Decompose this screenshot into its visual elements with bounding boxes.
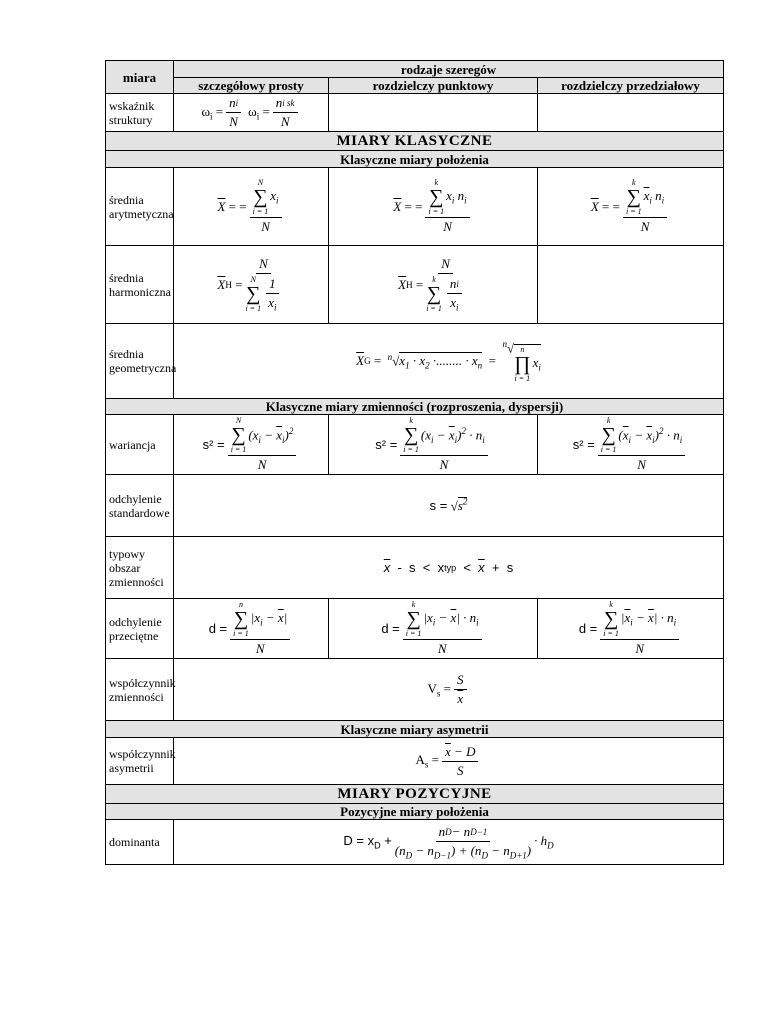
formula-odchylenie-przecietne-punktowy: d = k ∑ i = 1 $|x_i - \overline{x}| \cdot n_i$ N — [329, 599, 538, 659]
empty-cell — [329, 94, 538, 132]
row-label-odchylenie-standardowe: odchylenie standardowe — [106, 475, 174, 537]
formula-srednia-arytmetyczna-punktowy: $\overline{X}$ = = k ∑ i = 1 $x_i$ $n_i$ N — [329, 168, 538, 246]
formula-wariancja-punktowy: s² = k ∑ i = 1 $(x_i - \overline{x}_i)^2 \cdot n_i$ N — [329, 415, 538, 475]
row-label-wskaznik-struktury: wskaźnik struktury — [106, 94, 174, 132]
formula-dominanta: $D = x_D$ + n D − n D−1 $(n_D - n_{D-1}) + (n_D - n_{D+1})$ · $h_D$ — [174, 820, 724, 865]
section-miary-pozycyjne: MIARY POZYCYJNE — [106, 785, 724, 804]
formula-wariancja-przedzialowy: s² = k ∑ i = 1 $(\overline{x}_i - \overline{x}_i)^2 \cdot n_i$ N — [538, 415, 724, 475]
header-rozdzielczy-przedzialowy: rozdzielczy przedziałowy — [538, 78, 724, 94]
subsection-pozycyjne-polozenia: Pozycyjne miary położenia — [106, 804, 724, 820]
row-label-srednia-geometryczna: średnia geometryczna — [106, 324, 174, 399]
row-label-odchylenie-przecietne: odchylenie przeciętne — [106, 599, 174, 659]
header-rozdzielczy-punktowy: rozdzielczy punktowy — [329, 78, 538, 94]
formula-odchylenie-przecietne-prosty: d = n ∑ i = 1 $|x_i - \overline{x}|$ N — [174, 599, 329, 659]
header-rodzaje-szeregow: rodzaje szeregów — [174, 61, 724, 78]
row-label-wspolczynnik-asymetrii: współczynnik asymetrii — [106, 738, 174, 785]
formula-odchylenie-standardowe: s = $√s^2$ — [174, 475, 724, 537]
row-label-srednia-harmoniczna: średnia harmoniczna — [106, 246, 174, 324]
empty-cell — [538, 246, 724, 324]
formula-srednia-harmoniczna-punktowy: $\overline{X}$ H = N k ∑ i = 1 n i $x_i$ — [329, 246, 538, 324]
section-miary-klasyczne: MIARY KLASYCZNE — [106, 132, 724, 151]
formula-wskaznik-struktury: $\omega_i$ = n i N $\omega_i$ = n i sk N — [174, 94, 329, 132]
subsection-klasyczne-polozenia: Klasyczne miary położenia — [106, 151, 724, 168]
row-label-wspolczynnik-zmiennosci: współczynnik zmienności — [106, 659, 174, 721]
formula-srednia-harmoniczna-prosty: $\overline{X}$ H = N N ∑ i = 1 $\frac{1}{x_i}$ — [174, 246, 329, 324]
row-label-dominanta: dominanta — [106, 820, 174, 865]
formula-wspolczynnik-zmiennosci: $V_s$ = $\frac{S}{x}$ — [174, 659, 724, 721]
statistics-formula-table — [105, 60, 724, 865]
formula-typowy-obszar-zmiennosci: $\overline{x}$ - s < x typ < $\overline{x}$ + s — [174, 537, 724, 599]
formula-wariancja-prosty: s² = N ∑ i = 1 $(x_i - \overline{x}_i)^2$ N — [174, 415, 329, 475]
empty-cell — [538, 94, 724, 132]
header-miara: miara — [106, 61, 174, 94]
row-label-typowy-obszar-zmiennosci: typowy obszar zmienności — [106, 537, 174, 599]
header-szczegolowy-prosty: szczegółowy prosty — [174, 78, 329, 94]
row-label-srednia-arytmetyczna: średnia arytmetyczna — [106, 168, 174, 246]
formula-wspolczynnik-asymetrii: $A_s$ = $\overline{x}$ − D S — [174, 738, 724, 785]
row-label-wariancja: wariancja — [106, 415, 174, 475]
subsection-klasyczne-asymetrii: Klasyczne miary asymetrii — [106, 721, 724, 738]
formula-srednia-geometryczna: $\overline{X}$ G = $^n√x_1 \cdot x_2$ ·........ · $x_n$ = $^n$√ n ∏ i = 1 $x_i$ — [174, 324, 724, 399]
formula-odchylenie-przecietne-przedzialowy: d = k ∑ i = 1 $|\overline{x}_i - \overline{x}| \cdot n_i$ N — [538, 599, 724, 659]
subsection-klasyczne-zmiennosci: Klasyczne miary zmienności (rozproszenia, dyspersji) — [106, 399, 724, 415]
formula-srednia-arytmetyczna-prosty: $\overline{X}$ = = N ∑ i = 1 $x_i$ N — [174, 168, 329, 246]
formula-srednia-arytmetyczna-przedzialowy: $\overline{X}$ = = k ∑ i = 1 $\overline{x}_i$ $n_i$ N — [538, 168, 724, 246]
